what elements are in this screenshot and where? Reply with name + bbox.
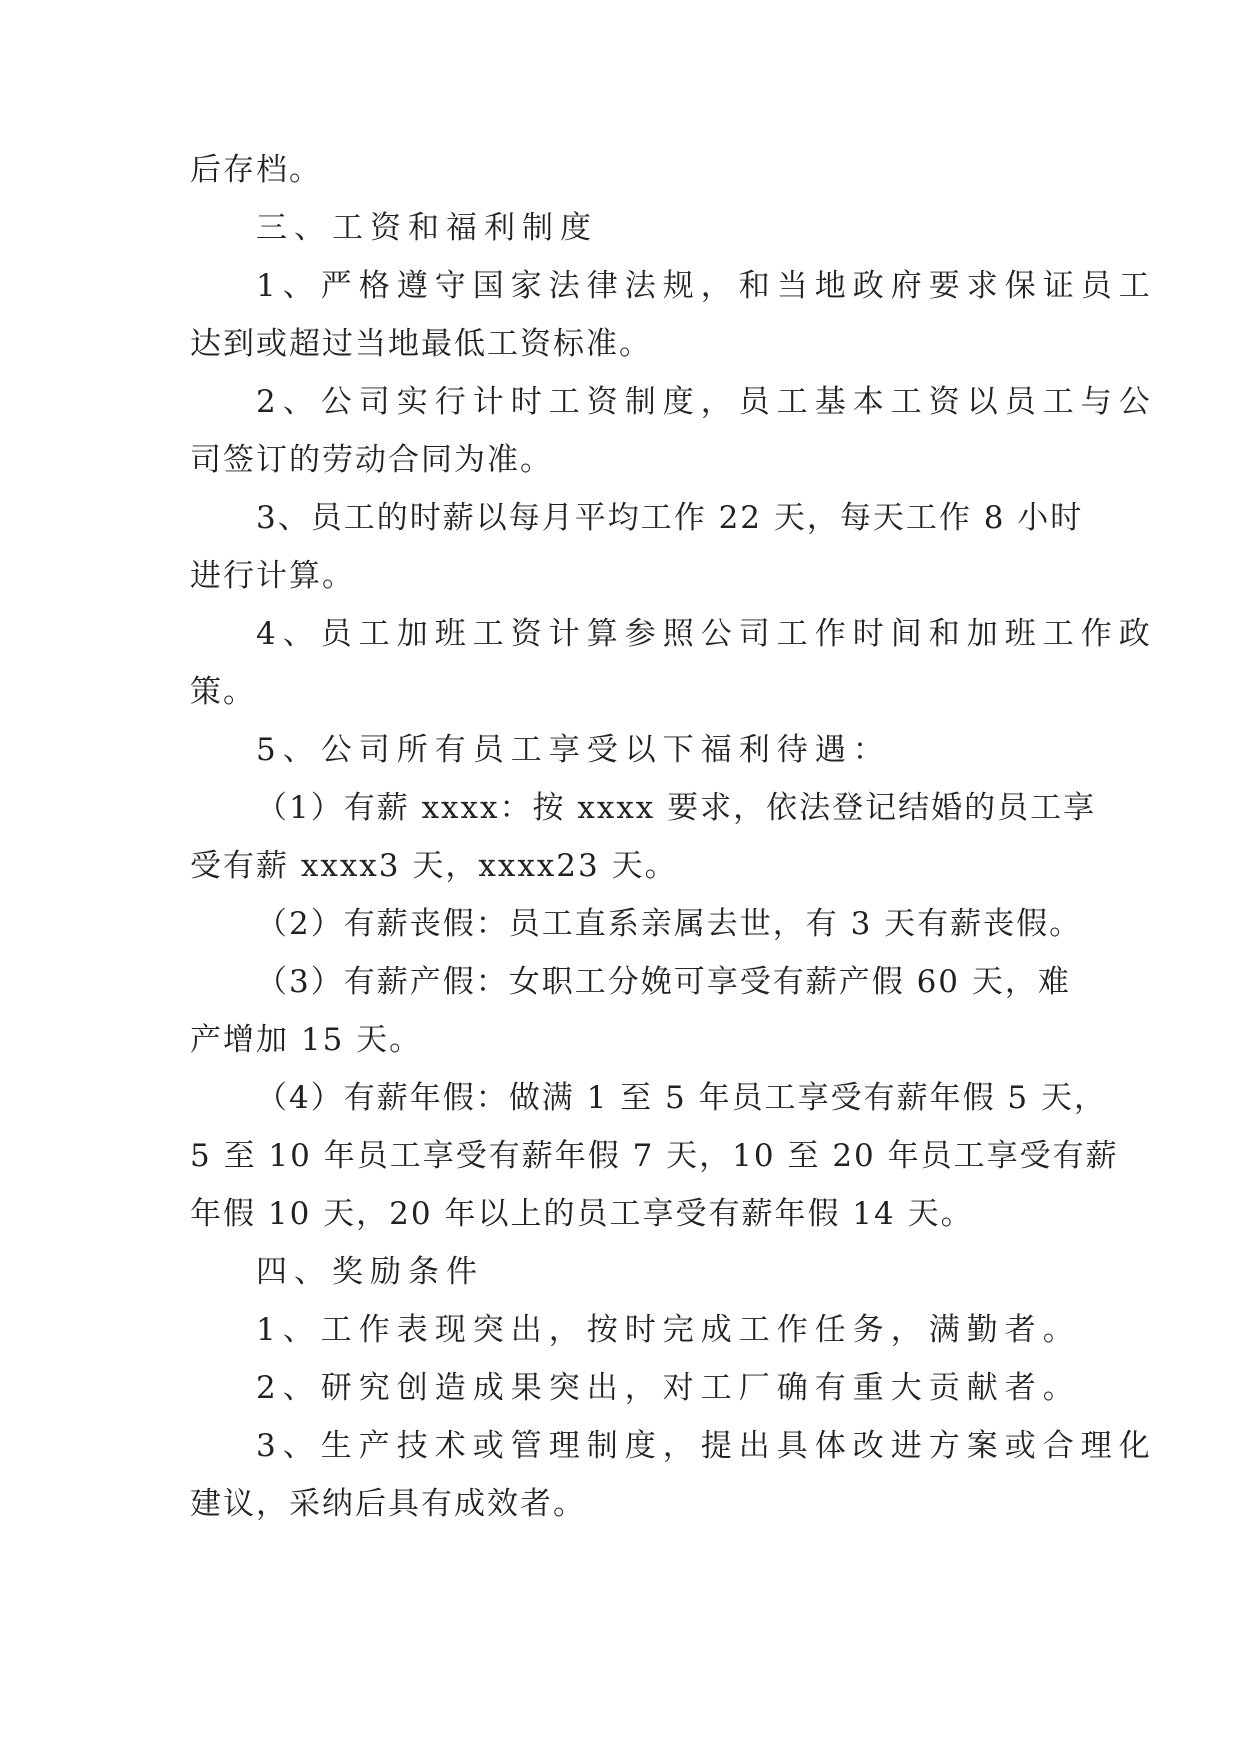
text-line: 3、员工的时薪以每月平均工作 22 天，每天工作 8 小时: [256, 500, 1084, 536]
text-line: （4）有薪年假：做满 1 至 5 年员工享受有薪年假 5 天，: [256, 1080, 1108, 1116]
text-line: 2、公司实行计时工资制度，员工基本工资以员工与公: [256, 384, 1157, 420]
text-line: 司签订的劳动合同为准。: [190, 442, 553, 478]
text-line: 后存档。: [190, 152, 322, 188]
text-line: 进行计算。: [190, 558, 355, 594]
text-line: 年假 10 天，20 年以上的员工享受有薪年假 14 天。: [190, 1196, 974, 1232]
text-line: 1、工作表现突出，按时完成工作任务，满勤者。: [256, 1312, 1081, 1348]
text-line: 受有薪 xxxx3 天，xxxx23 天。: [190, 848, 678, 884]
text-line: 产增加 15 天。: [190, 1022, 423, 1058]
text-line: （2）有薪丧假：员工直系亲属去世，有 3 天有薪丧假。: [256, 906, 1083, 942]
text-line: 达到或超过当地最低工资标准。: [190, 326, 652, 362]
text-line: 5 至 10 年员工享受有薪年假 7 天，10 至 20 年员工享受有薪: [190, 1138, 1119, 1174]
text-line: （3）有薪产假：女职工分娩可享受有薪产假 60 天，难: [256, 964, 1071, 1000]
text-line: 3、生产技术或管理制度，提出具体改进方案或合理化: [256, 1428, 1157, 1464]
text-line: 2、研究创造成果突出，对工厂确有重大贡献者。: [256, 1370, 1081, 1406]
section-heading: 三、工资和福利制度: [256, 210, 598, 246]
text-line: 1、严格遵守国家法律法规，和当地政府要求保证员工: [256, 268, 1157, 304]
text-line: 建议，采纳后具有成效者。: [190, 1486, 586, 1522]
section-heading: 四、奖励条件: [256, 1254, 484, 1290]
text-line: 5、公司所有员工享受以下福利待遇：: [256, 732, 891, 768]
text-line: 4、员工加班工资计算参照公司工作时间和加班工作政: [256, 616, 1157, 652]
text-line: 策。: [190, 674, 256, 710]
text-line: （1）有薪 xxxx：按 xxxx 要求，依法登记结婚的员工享: [256, 790, 1097, 826]
